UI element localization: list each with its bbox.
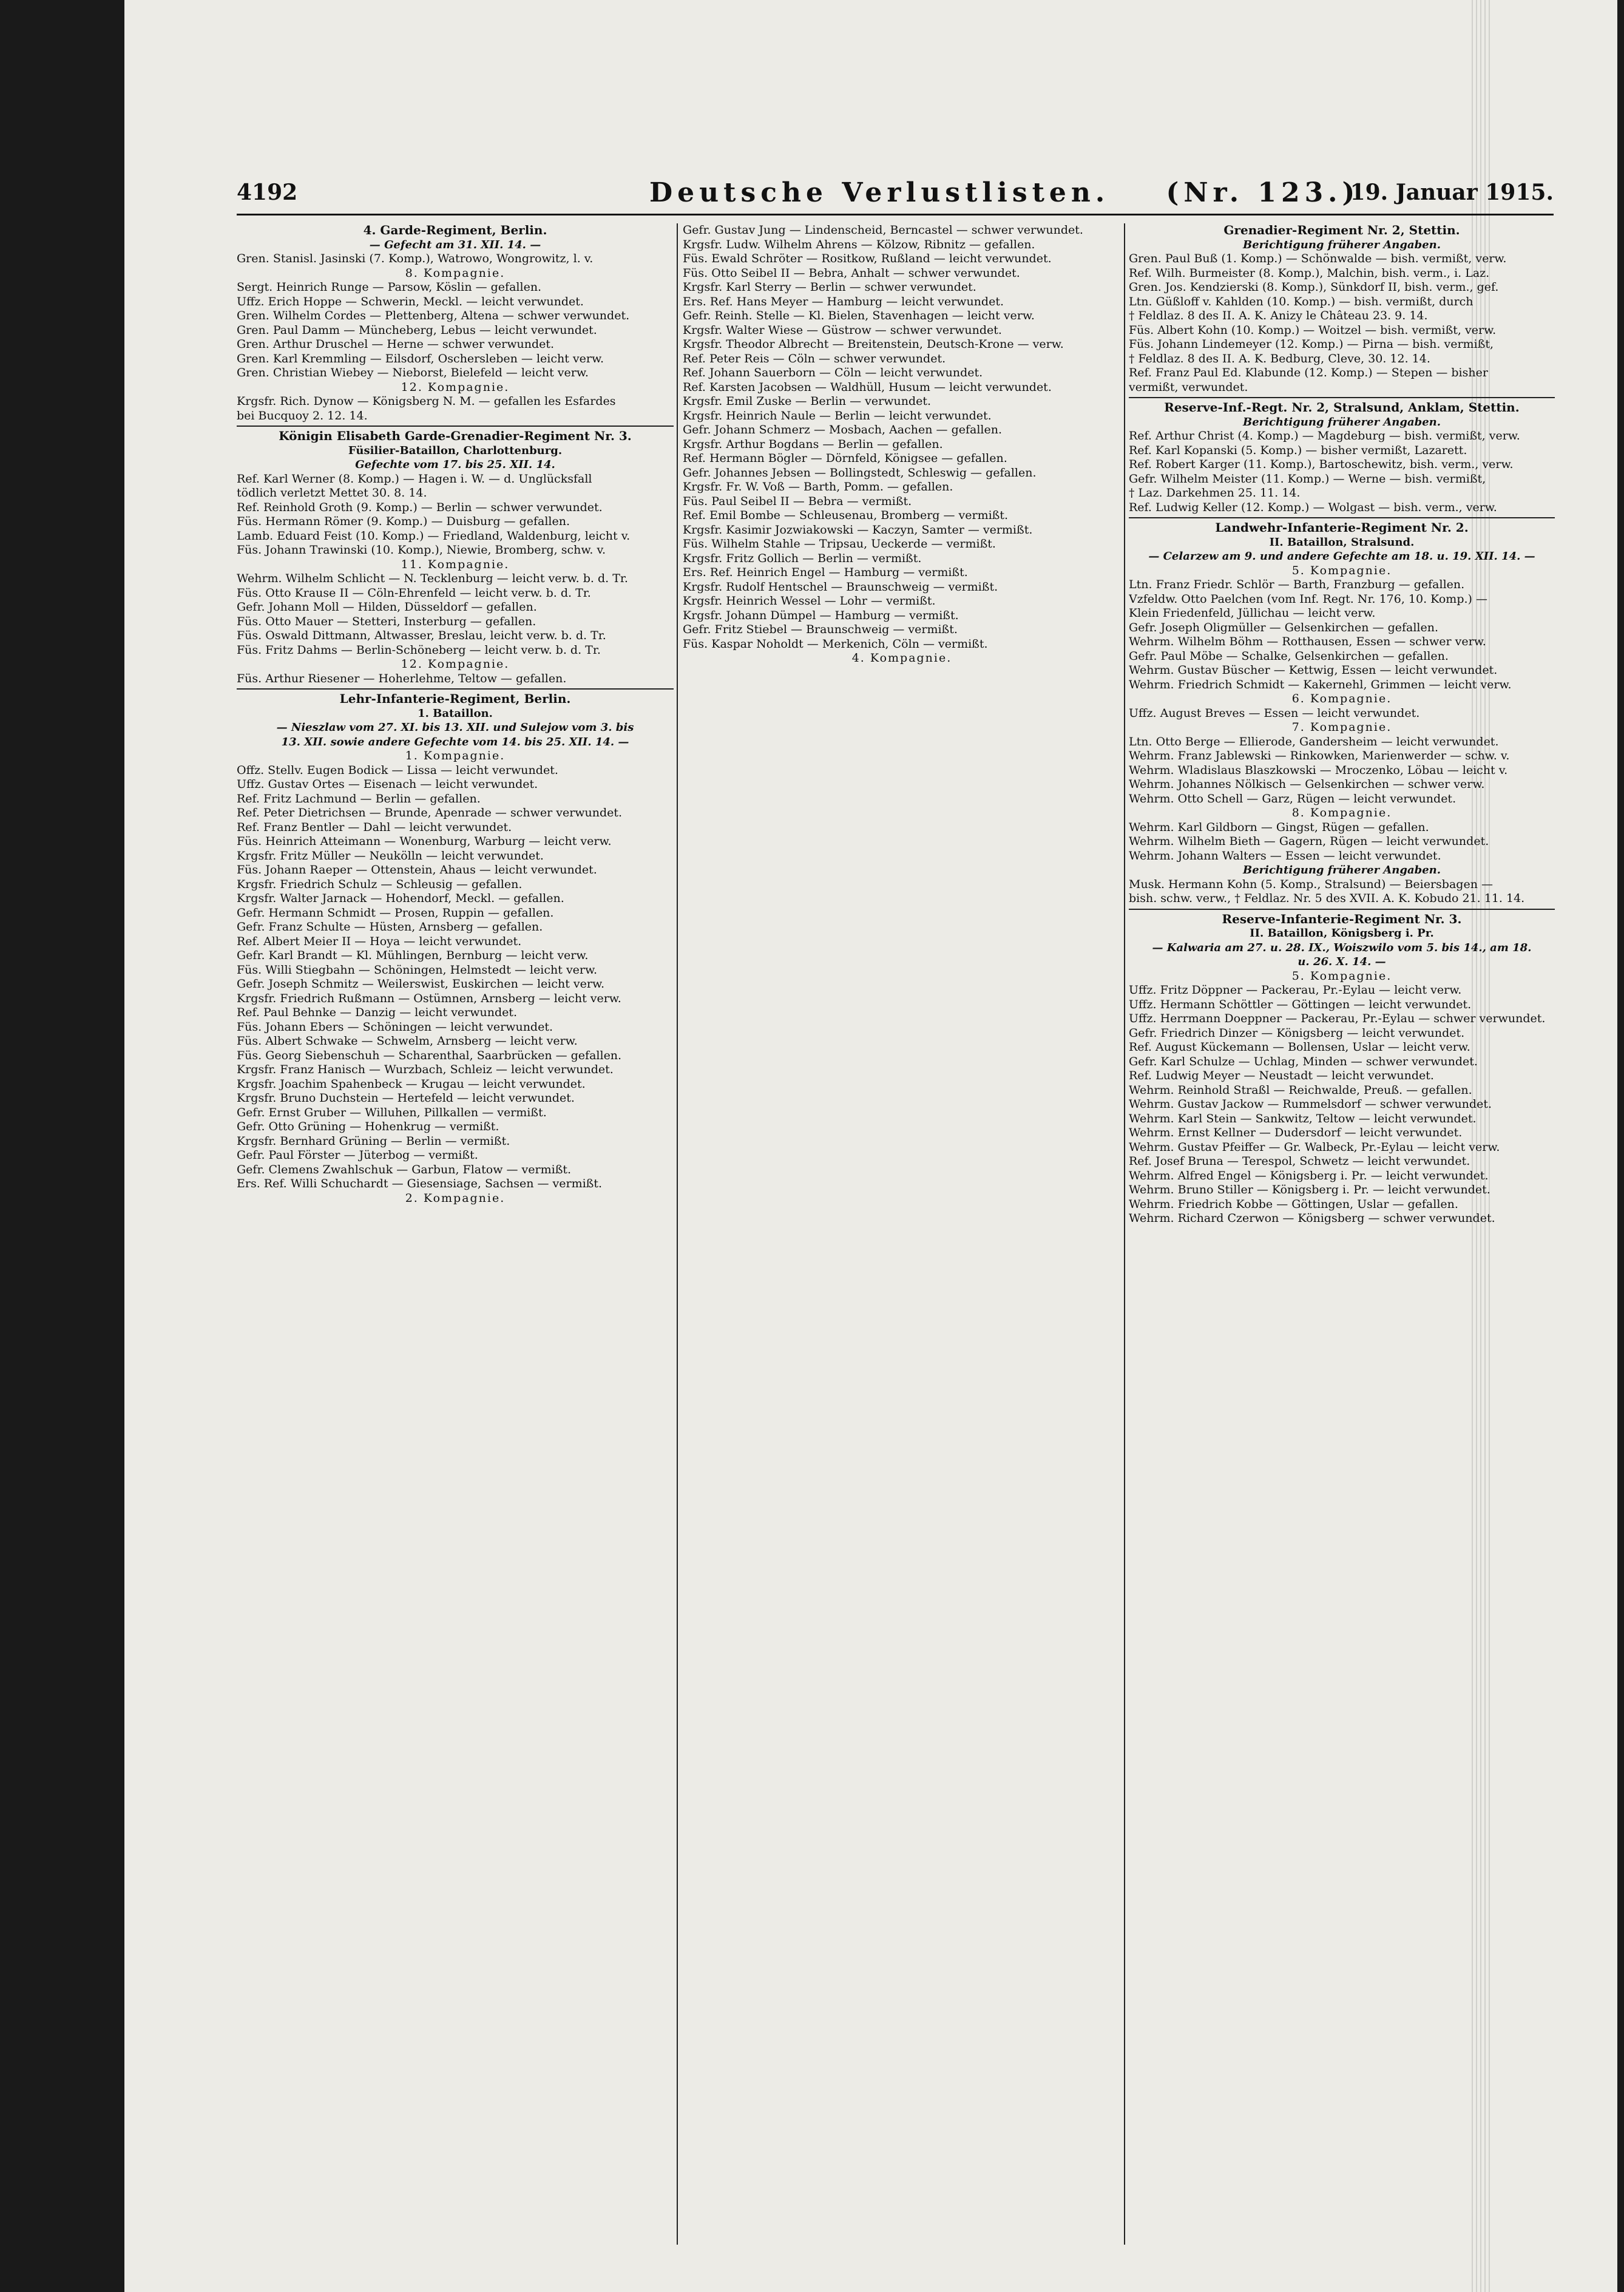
- casualty-entry: Ref. Franz Bentler — Dahl — leicht verwundet.: [237, 820, 512, 834]
- casualty-entry: Füs. Otto Seibel II — Bebra, Anhalt — schwer verwundet.: [683, 266, 1020, 280]
- casualty-entry: Ref. Ludwig Meyer — Neustadt — leicht verwundet.: [1129, 1069, 1434, 1082]
- casualty-entry: Füs. Ewald Schröter — Rositkow, Rußland — leicht verwundet.: [683, 252, 1052, 265]
- casualty-entry: Gefr. Paul Möbe — Schalke, Gelsenkirchen — gefallen.: [1129, 649, 1449, 663]
- casualty-entry: Ref. Albert Meier II — Hoya — leicht verwundet.: [237, 934, 522, 948]
- casualty-entry: Krgsfr. Heinrich Wessel — Lohr — vermißt.: [683, 594, 936, 608]
- casualty-entry: Gefr. Reinh. Stelle — Kl. Bielen, Stavenhagen — leicht verw.: [683, 309, 1035, 322]
- section-note: 13. XII. sowie andere Gefechte vom 14. bis 25. XII. 14. —: [281, 735, 629, 748]
- page-title: Deutsche Verlustlisten. (Nr. 123.): [649, 177, 1360, 208]
- casualty-entry: Wehrm. Karl Gildborn — Gingst, Rügen — gefallen.: [1129, 820, 1429, 834]
- casualty-entry: Gefr. Johann Moll — Hilden, Düsseldorf — gefallen.: [237, 600, 537, 614]
- casualty-entry: Gefr. Fritz Stiebel — Braunschweig — vermißt.: [683, 623, 958, 636]
- casualty-entry: Klein Friedenfeld, Jüllichau — leicht verw.: [1129, 606, 1376, 620]
- casualty-entry: † Laz. Darkehmen 25. 11. 14.: [1129, 486, 1301, 500]
- casualty-entry: Wehrm. Richard Czerwon — Königsberg — schwer verwundet.: [1129, 1212, 1495, 1225]
- casualty-entry: Ref. Paul Behnke — Danzig — leicht verwundet.: [237, 1006, 518, 1019]
- casualty-entry: Wehrm. Karl Stein — Sankwitz, Teltow — leicht verwundet.: [1129, 1111, 1477, 1125]
- casualty-entry: Krgsfr. Rudolf Hentschel — Braunschweig — vermißt.: [683, 580, 998, 594]
- casualty-entry: Ref. Peter Reis — Cöln — schwer verwundet.: [683, 351, 946, 365]
- casualty-entry: Füs. Kaspar Noholdt — Merkenich, Cöln — vermißt.: [683, 637, 988, 651]
- casualty-entry: Ref. Karl Werner (8. Komp.) — Hagen i. W. — d. Unglücksfall: [237, 472, 592, 486]
- regiment-heading: Reserve-Infanterie-Regiment Nr. 3.: [1222, 912, 1462, 926]
- section-note: — Celarzew am 9. und andere Gefechte am 18. u. 19. XII. 14. —: [1148, 550, 1535, 563]
- casualty-entry: Ref. Wilh. Burmeister (8. Komp.), Malchin, bish. verm., i. Laz.: [1129, 266, 1490, 280]
- casualty-entry: Gren. Paul Damm — Müncheberg, Lebus — leicht verwundet.: [237, 323, 597, 337]
- casualty-entry: bish. schw. verw., † Feldlaz. Nr. 5 des XVII. A. K. Kobudo 21. 11. 14.: [1129, 892, 1525, 905]
- casualty-entry: Krgsfr. Fr. W. Voß — Barth, Pomm. — gefallen.: [683, 480, 953, 493]
- casualty-entry: Gren. Arthur Druschel — Herne — schwer verwundet.: [237, 337, 555, 351]
- casualty-entry: Wehrm. Bruno Stiller — Königsberg i. Pr. — leicht verwundet.: [1129, 1183, 1490, 1196]
- casualty-entry: Uffz. Hermann Schöttler — Göttingen — leicht verwundet.: [1129, 997, 1472, 1011]
- section-note: u. 26. X. 14. —: [1298, 955, 1386, 968]
- casualty-entry: Gefr. Johannes Jebsen — Bollingstedt, Schleswig — gefallen.: [683, 466, 1037, 480]
- casualty-entry: Krgsfr. Bernhard Grüning — Berlin — vermißt.: [237, 1134, 510, 1148]
- casualty-entry: Füs. Albert Schwake — Schwelm, Arnsberg — leicht verw.: [237, 1034, 578, 1048]
- casualty-entry: Wehrm. Reinhold Straßl — Reichwalde, Preuß. — gefallen.: [1129, 1083, 1472, 1097]
- casualty-entry: vermißt, verwundet.: [1129, 380, 1248, 394]
- casualty-entry: Krgsfr. Heinrich Naule — Berlin — leicht verwundet.: [683, 409, 992, 422]
- casualty-entry: Krgsfr. Fritz Gollich — Berlin — vermißt.: [683, 551, 922, 565]
- casualty-entry: Ref. Reinhold Groth (9. Komp.) — Berlin — schwer verwundet.: [237, 500, 603, 514]
- casualty-entry: Ref. Robert Karger (11. Komp.), Bartoschewitz, bish. verm., verw.: [1129, 458, 1514, 471]
- casualty-entry: Gren. Paul Buß (1. Komp.) — Schönwalde — bish. vermißt, verw.: [1129, 252, 1507, 265]
- section-rule: [1129, 909, 1555, 910]
- casualty-entry: Wehrm. Otto Schell — Garz, Rügen — leicht verwundet.: [1129, 792, 1457, 805]
- casualty-entry: bei Bucquoy 2. 12. 14.: [237, 409, 368, 422]
- casualty-entry: Ref. Franz Paul Ed. Klabunde (12. Komp.) — Stepen — bisher: [1129, 366, 1488, 379]
- company-heading: 4. Kompagnie.: [851, 651, 952, 665]
- casualty-entry: Uffz. Gustav Ortes — Eisenach — leicht verwundet.: [237, 778, 538, 791]
- casualty-entry: Ref. Hermann Bögler — Dörnfeld, Königsee — gefallen.: [683, 452, 1007, 465]
- section-note: — Nieszlaw vom 27. XI. bis 13. XII. und Sulejow vom 3. bis: [276, 721, 634, 734]
- casualty-entry: Uffz. Herrmann Doeppner — Packerau, Pr.-Eylau — schwer verwundet.: [1129, 1012, 1546, 1025]
- casualty-entry: Wehrm. Gustav Jackow — Rummelsdorf — schwer verwundet.: [1129, 1097, 1492, 1111]
- regiment-heading: 4. Garde-Regiment, Berlin.: [363, 223, 547, 237]
- casualty-entry: Uffz. August Breves — Essen — leicht verwundet.: [1129, 706, 1420, 720]
- column-divider: [677, 223, 678, 2245]
- casualty-entry: Uffz. Fritz Döppner — Packerau, Pr.-Eylau — leicht verw.: [1129, 983, 1462, 997]
- casualty-entry: Vzfeldw. Otto Paelchen (vom Inf. Regt. Nr. 176, 10. Komp.) —: [1129, 592, 1487, 606]
- page-date: 19. Januar 1915.: [1350, 180, 1554, 205]
- casualty-entry: Füs. Wilhelm Stahle — Tripsau, Ueckerde — vermißt.: [683, 537, 996, 551]
- casualty-entry: Krgsfr. Walter Jarnack — Hohendorf, Meckl. — gefallen.: [237, 892, 564, 905]
- casualty-entry: Gefr. Johann Schmerz — Mosbach, Aachen — gefallen.: [683, 423, 1003, 436]
- company-heading: 6. Kompagnie.: [1291, 692, 1392, 705]
- casualty-entry: Gefr. Ernst Gruber — Willuhen, Pillkallen — vermißt.: [237, 1105, 547, 1119]
- casualty-entry: tödlich verletzt Mettet 30. 8. 14.: [237, 486, 427, 500]
- company-heading: 5. Kompagnie.: [1291, 563, 1392, 577]
- casualty-entry: Füs. Johann Ebers — Schöningen — leicht verwundet.: [237, 1020, 553, 1034]
- section-rule: [1129, 397, 1555, 398]
- company-heading: 12. Kompagnie.: [401, 657, 510, 671]
- casualty-entry: Krgsfr. Ludw. Wilhelm Ahrens — Kölzow, Ribnitz — gefallen.: [683, 237, 1035, 251]
- casualty-entry: Krgsfr. Joachim Spahenbeck — Krugau — leicht verwundet.: [237, 1077, 586, 1091]
- casualty-entry: Wehrm. Wilhelm Böhm — Rotthausen, Essen — schwer verw.: [1129, 635, 1486, 648]
- casualty-entry: Krgsfr. Theodor Albrecht — Breitenstein, Deutsch-Krone — verw.: [683, 337, 1064, 351]
- casualty-entry: Gren. Christian Wiebey — Nieborst, Bielefeld — leicht verw.: [237, 366, 589, 379]
- casualty-entry: Wehrm. Franz Jablewski — Rinkowken, Marienwerder — schw. v.: [1129, 749, 1510, 762]
- casualty-entry: Gren. Wilhelm Cordes — Plettenberg, Altena — schwer verwundet.: [237, 309, 630, 322]
- casualty-entry: Krgsfr. Arthur Bogdans — Berlin — gefallen.: [683, 437, 943, 451]
- casualty-entry: Krgsfr. Karl Sterry — Berlin — schwer verwundet.: [683, 280, 976, 294]
- section-note: Berichtigung früherer Angaben.: [1242, 238, 1441, 251]
- casualty-entry: Gefr. Paul Förster — Jüterbog — vermißt.: [237, 1148, 478, 1162]
- casualty-entry: Sergt. Heinrich Runge — Parsow, Köslin — gefallen.: [237, 280, 542, 294]
- casualty-entry: Ltn. Franz Friedr. Schlör — Barth, Franzburg — gefallen.: [1129, 578, 1465, 591]
- casualty-entry: Füs. Albert Kohn (10. Komp.) — Woitzel — bish. vermißt, verw.: [1129, 323, 1497, 337]
- casualty-entry: Ref. Arthur Christ (4. Komp.) — Magdeburg — bish. vermißt, verw.: [1129, 429, 1520, 442]
- casualty-entry: Füs. Otto Mauer — Stetteri, Insterburg — gefallen.: [237, 614, 536, 628]
- casualty-entry: Füs. Arthur Riesener — Hoherlehme, Teltow — gefallen.: [237, 671, 567, 685]
- casualty-entry: Wehrm. Alfred Engel — Königsberg i. Pr. — leicht verwundet.: [1129, 1168, 1489, 1182]
- casualty-entry: Ref. Ludwig Keller (12. Komp.) — Wolgast — bish. verm., verw.: [1129, 500, 1497, 514]
- casualty-entry: Füs. Otto Krause II — Cöln-Ehrenfeld — leicht verw. b. d. Tr.: [237, 586, 591, 600]
- casualty-entry: Ref. Josef Bruna — Terespol, Schwetz — leicht verwundet.: [1129, 1154, 1470, 1168]
- casualty-entry: Offz. Stellv. Eugen Bodick — Lissa — leicht verwundet.: [237, 763, 558, 777]
- casualty-entry: Füs. Hermann Römer (9. Komp.) — Duisburg — gefallen.: [237, 515, 570, 528]
- casualty-entry: Ltn. Otto Berge — Ellierode, Gandersheim — leicht verwundet.: [1129, 734, 1499, 748]
- regiment-heading: Lehr-Infanterie-Regiment, Berlin.: [339, 692, 571, 706]
- casualty-entry: Wehrm. Johann Walters — Essen — leicht verwundet.: [1129, 849, 1441, 863]
- casualty-entry: Wehrm. Wladislaus Blaszkowski — Mroczenko, Löbau — leicht v.: [1129, 763, 1508, 777]
- battalion-heading: II. Bataillon, Königsberg i. Pr.: [1250, 927, 1434, 940]
- column-2: [683, 223, 1121, 2251]
- company-heading: 12. Kompagnie.: [401, 380, 510, 394]
- casualty-entry: † Feldlaz. 8 des II. A. K. Anizy le Château 23. 9. 14.: [1129, 309, 1428, 322]
- battalion-heading: II. Bataillon, Stralsund.: [1269, 535, 1415, 549]
- section-note: Berichtigung früherer Angaben.: [1242, 415, 1441, 429]
- casualty-entry: Füs. Johann Lindemeyer (12. Komp.) — Pirna — bish. vermißt,: [1129, 337, 1494, 351]
- column-divider: [1124, 223, 1125, 2245]
- casualty-entry: Füs. Johann Trawinski (10. Komp.), Niewie, Bromberg, schw. v.: [237, 543, 606, 557]
- casualty-entry: Krgsfr. Emil Zuske — Berlin — verwundet.: [683, 395, 932, 408]
- casualty-entry: Füs. Fritz Dahms — Berlin-Schöneberg — leicht verw. b. d. Tr.: [237, 643, 601, 657]
- casualty-entry: Füs. Paul Seibel II — Bebra — vermißt.: [683, 494, 912, 508]
- casualty-entry: Wehrm. Wilhelm Bieth — Gagern, Rügen — leicht verwundet.: [1129, 835, 1489, 848]
- battalion-heading: 1. Bataillon.: [418, 707, 493, 720]
- casualty-entry: Gefr. Karl Brandt — Kl. Mühlingen, Bernburg — leicht verw.: [237, 949, 589, 962]
- company-heading: 7. Kompagnie.: [1291, 720, 1392, 734]
- section-rule: [237, 688, 674, 690]
- section-note: — Gefecht am 31. XII. 14. —: [369, 238, 541, 251]
- casualty-entry: Musk. Hermann Kohn (5. Komp., Stralsund) — Beiersbagen —: [1129, 877, 1493, 891]
- casualty-entry: Wehrm. Gustav Büscher — Kettwig, Essen — leicht verwundet.: [1129, 663, 1498, 677]
- casualty-entry: Ref. Peter Dietrichsen — Brunde, Apenrade — schwer verwundet.: [237, 806, 623, 819]
- casualty-entry: Gren. Jos. Kendzierski (8. Komp.), Sünkdorf II, bish. verm., gef.: [1129, 280, 1499, 294]
- casualty-entry: Gefr. Wilhelm Meister (11. Komp.) — Werne — bish. vermißt,: [1129, 472, 1486, 486]
- casualty-entry: Wehrm. Gustav Pfeiffer — Gr. Walbeck, Pr.-Eylau — leicht verw.: [1129, 1140, 1500, 1154]
- section-note: — Kalwaria am 27. u. 28. IX., Woiszwilo vom 5. bis 14., am 18.: [1152, 941, 1532, 954]
- company-heading: 1. Kompagnie.: [405, 749, 506, 762]
- casualty-entry: Gefr. Joseph Schmitz — Weilerswist, Euskirchen — leicht verw.: [237, 977, 605, 991]
- page-header: [237, 177, 1554, 214]
- casualty-entry: Füs. Heinrich Atteimann — Wonenburg, Warburg — leicht verw.: [237, 835, 612, 848]
- casualty-entry: Ref. Fritz Lachmund — Berlin — gefallen.: [237, 792, 481, 805]
- casualty-entry: Gren. Stanisl. Jasinski (7. Komp.), Watrowo, Wongrowitz, l. v.: [237, 252, 594, 265]
- section-rule: [1129, 517, 1555, 518]
- casualty-entry: Ers. Ref. Willi Schuchardt — Giesensiage, Sachsen — vermißt.: [237, 1177, 603, 1190]
- casualty-entry: Krgsfr. Franz Hanisch — Wurzbach, Schleiz — leicht verwundet.: [237, 1063, 614, 1076]
- company-heading: 8. Kompagnie.: [1291, 806, 1392, 819]
- casualty-entry: Füs. Johann Raeper — Ottenstein, Ahaus — leicht verwundet.: [237, 863, 597, 876]
- column-1: [237, 223, 674, 2251]
- section-rule: [237, 426, 674, 427]
- casualty-entry: Krgsfr. Bruno Duchstein — Hertefeld — leicht verwundet.: [237, 1091, 575, 1105]
- company-heading: 11. Kompagnie.: [401, 557, 510, 571]
- column-3: [1129, 223, 1555, 2251]
- casualty-entry: Wehrm. Friedrich Kobbe — Göttingen, Uslar — gefallen.: [1129, 1197, 1458, 1211]
- casualty-entry: Gren. Karl Kremmling — Eilsdorf, Oschersleben — leicht verw.: [237, 351, 604, 365]
- regiment-heading: Grenadier-Regiment Nr. 2, Stettin.: [1223, 223, 1460, 237]
- regiment-heading: Königin Elisabeth Garde-Grenadier-Regiment Nr. 3.: [279, 429, 632, 443]
- casualty-entry: † Feldlaz. 8 des II. A. K. Bedburg, Cleve, 30. 12. 14.: [1129, 351, 1430, 365]
- casualty-entry: Gefr. Joseph Oligmüller — Gelsenkirchen — gefallen.: [1129, 620, 1439, 634]
- casualty-entry: Krgsfr. Kasimir Jozwiakowski — Kaczyn, Samter — vermißt.: [683, 523, 1033, 537]
- regiment-heading: Reserve-Inf.-Regt. Nr. 2, Stralsund, Anklam, Stettin.: [1164, 401, 1520, 415]
- battalion-heading: Füsilier-Bataillon, Charlottenburg.: [348, 444, 563, 457]
- casualty-entry: Uffz. Erich Hoppe — Schwerin, Meckl. — leicht verwundet.: [237, 294, 584, 308]
- company-heading: 2. Kompagnie.: [405, 1191, 506, 1205]
- casualty-entry: Ers. Ref. Heinrich Engel — Hamburg — vermißt.: [683, 566, 968, 579]
- casualty-entry: Ref. Karsten Jacobsen — Waldhüll, Husum — leicht verwundet.: [683, 380, 1052, 394]
- regiment-heading: Landwehr-Infanterie-Regiment Nr. 2.: [1215, 521, 1469, 535]
- casualty-entry: Gefr. Otto Grüning — Hohenkrug — vermißt.: [237, 1120, 499, 1133]
- casualty-entry: Krgsfr. Friedrich Rußmann — Ostümnen, Arnsberg — leicht verw.: [237, 991, 621, 1005]
- casualty-entry: Ref. Karl Kopanski (5. Komp.) — bisher vermißt, Lazarett.: [1129, 443, 1467, 457]
- casualty-entry: Krgsfr. Friedrich Schulz — Schleusig — gefallen.: [237, 877, 523, 891]
- casualty-entry: Wehrm. Friedrich Schmidt — Kakernehl, Grimmen — leicht verw.: [1129, 677, 1512, 691]
- casualty-entry: Füs. Willi Stiegbahn — Schöningen, Helmstedt — leicht verw.: [237, 963, 598, 977]
- casualty-entry: Krgsfr. Walter Wiese — Güstrow — schwer verwundet.: [683, 323, 1002, 337]
- casualty-entry: Wehrm. Ernst Kellner — Dudersdorf — leicht verwundet.: [1129, 1126, 1463, 1139]
- casualty-entry: Gefr. Hermann Schmidt — Prosen, Ruppin — gefallen.: [237, 906, 554, 920]
- section-note: Gefechte vom 17. bis 25. XII. 14.: [355, 458, 555, 471]
- casualty-entry: Lamb. Eduard Feist (10. Komp.) — Friedland, Waldenburg, leicht v.: [237, 529, 631, 543]
- casualty-entry: Krgsfr. Johann Dümpel — Hamburg — vermißt.: [683, 608, 959, 622]
- casualty-entry: Ref. Johann Sauerborn — Cöln — leicht verwundet.: [683, 366, 983, 379]
- casualty-entry: Ltn. Güßloff v. Kahlden (10. Komp.) — bish. vermißt, durch: [1129, 294, 1473, 308]
- casualty-entry: Gefr. Gustav Jung — Lindenscheid, Berncastel — schwer verwundet.: [683, 223, 1083, 237]
- casualty-entry: Füs. Georg Siebenschuh — Scharenthal, Saarbrücken — gefallen.: [237, 1048, 622, 1062]
- company-heading: 8. Kompagnie.: [405, 266, 506, 280]
- casualty-entry: Ref. August Kückemann — Bollensen, Uslar — leicht verw.: [1129, 1040, 1470, 1054]
- company-heading: 5. Kompagnie.: [1291, 969, 1392, 983]
- page-number: 4192: [237, 180, 298, 205]
- casualty-entry: Ref. Emil Bombe — Schleusenau, Bromberg — vermißt.: [683, 509, 1009, 522]
- casualty-entry: Ers. Ref. Hans Meyer — Hamburg — leicht verwundet.: [683, 294, 1004, 308]
- casualty-entry: Gefr. Karl Schulze — Uchlag, Minden — schwer verwundet.: [1129, 1054, 1478, 1068]
- casualty-entry: Krgsfr. Rich. Dynow — Königsberg N. M. — gefallen les Esfardes: [237, 395, 616, 408]
- casualty-entry: Wehrm. Johannes Nölkisch — Gelsenkirchen — schwer verw.: [1129, 778, 1485, 791]
- casualty-entry: Gefr. Friedrich Dinzer — Königsberg — leicht verwundet.: [1129, 1026, 1465, 1040]
- casualty-entry: Gefr. Clemens Zwahlschuk — Garbun, Flatow — vermißt.: [237, 1162, 572, 1176]
- header-rule: [237, 214, 1554, 215]
- casualty-entry: Füs. Oswald Dittmann, Altwasser, Breslau, leicht verw. b. d. Tr.: [237, 629, 606, 642]
- section-note: Berichtigung früherer Angaben.: [1242, 864, 1441, 876]
- casualty-entry: Krgsfr. Fritz Müller — Neukölln — leicht verwundet.: [237, 849, 544, 863]
- casualty-entry: Gefr. Franz Schulte — Hüsten, Arnsberg — gefallen.: [237, 920, 543, 934]
- casualty-entry: Wehrm. Wilhelm Schlicht — N. Tecklenburg — leicht verw. b. d. Tr.: [237, 572, 628, 585]
